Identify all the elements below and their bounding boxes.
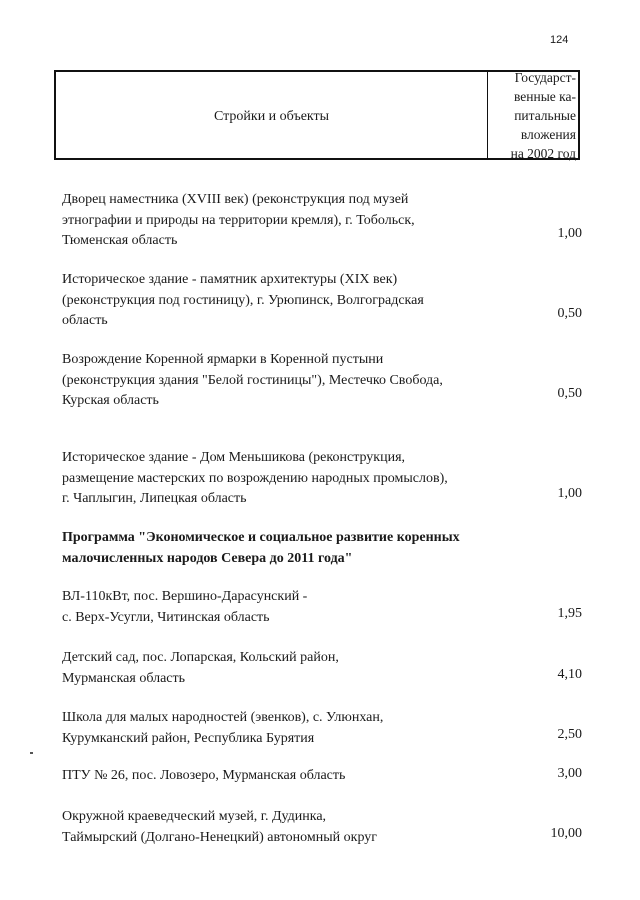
investments-header-line: вложения bbox=[520, 126, 576, 142]
entry-value: 1,00 bbox=[557, 226, 582, 241]
entry-description bbox=[62, 648, 502, 689]
entry-value: 0,50 bbox=[557, 306, 582, 321]
entry-description bbox=[62, 587, 502, 628]
entry-line: Историческое здание - памятник архитектуры (XIX век) bbox=[62, 272, 398, 287]
investments-header-line: питальные bbox=[514, 107, 576, 123]
entry-line: этнографии и природы на территории кремля), г. Тобольск, bbox=[62, 212, 415, 228]
entry-value: 0,50 bbox=[557, 386, 582, 401]
entry-line: г. Чаплыгин, Липецкая область bbox=[62, 491, 247, 506]
entry-value: 4,10 bbox=[557, 667, 582, 682]
entry-line: Курская область bbox=[62, 393, 159, 408]
entry-description bbox=[62, 270, 502, 332]
list-item bbox=[62, 587, 582, 628]
entry-line: Дворец наместника (XVIII век) (реконструкция под музей bbox=[62, 192, 409, 207]
list-item bbox=[62, 766, 582, 787]
list-item bbox=[62, 807, 582, 848]
entry-description bbox=[62, 708, 502, 749]
entry-value: 1,00 bbox=[557, 486, 582, 501]
list-item bbox=[62, 270, 582, 332]
entry-line: область bbox=[62, 313, 108, 328]
program-heading-line: малочисленных народов Севера до 2011 года" bbox=[62, 551, 353, 566]
margin-mark bbox=[30, 752, 33, 754]
entry-description bbox=[62, 190, 502, 252]
list-item bbox=[62, 648, 582, 689]
entry-line: Тюменская область bbox=[62, 233, 178, 248]
entry-description bbox=[62, 807, 502, 848]
entry-line: размещение мастерских по возрождению народных промыслов), bbox=[62, 470, 448, 486]
list-item bbox=[62, 350, 582, 412]
objects-column-header: Стройки и объекты bbox=[56, 72, 488, 158]
investments-column-header bbox=[488, 69, 578, 161]
entry-description bbox=[62, 766, 502, 787]
table-header bbox=[54, 70, 580, 160]
entry-line: Курумканский район, Республика Бурятия bbox=[62, 730, 315, 746]
investments-header-line: на 2002 год bbox=[510, 145, 576, 161]
entry-value: 10,00 bbox=[550, 826, 582, 841]
entry-line: ВЛ-110кВт, пос. Вершино-Дарасунский - bbox=[62, 589, 308, 604]
entry-line: (реконструкция здания "Белой гостиницы"), Местечко Свобода, bbox=[62, 372, 443, 388]
list-item bbox=[62, 448, 582, 510]
page-number: 124 bbox=[550, 34, 569, 46]
list-item bbox=[62, 708, 582, 749]
entry-line: ПТУ № 26, пос. Ловозеро, Мурманская область bbox=[62, 768, 346, 783]
entry-description bbox=[62, 448, 502, 510]
entry-line: Окружной краеведческий музей, г. Дудинка, bbox=[62, 809, 327, 824]
investments-header-line: венные ка- bbox=[513, 88, 576, 104]
entry-value: 3,00 bbox=[557, 766, 582, 781]
entry-line: (реконструкция под гостиницу), г. Урюпинск, Волгоградская bbox=[62, 292, 424, 308]
entry-line: с. Верх-Усугли, Читинская область bbox=[62, 609, 270, 625]
entry-line: Таймырский (Долгано-Ненецкий) автономный округ bbox=[62, 829, 378, 845]
entry-description bbox=[62, 350, 502, 412]
entry-line: Школа для малых народностей (эвенков), с. Улюнхан, bbox=[62, 710, 384, 725]
entry-line: Возрождение Коренной ярмарки в Коренной пустыни bbox=[62, 352, 384, 367]
entry-value: 1,95 bbox=[557, 606, 582, 621]
entry-line: Детский сад, пос. Лопарская, Кольский район, bbox=[62, 650, 339, 665]
list-item bbox=[62, 190, 582, 252]
program-heading-line: Программа "Экономическое и социальное развитие коренных bbox=[62, 530, 460, 545]
entry-line: Историческое здание - Дом Меньшикова (реконструкция, bbox=[62, 450, 406, 465]
entry-line: Мурманская область bbox=[62, 670, 186, 686]
entry-value: 2,50 bbox=[557, 727, 582, 742]
investments-header-line: Государст- bbox=[514, 69, 576, 85]
program-heading bbox=[62, 527, 562, 569]
